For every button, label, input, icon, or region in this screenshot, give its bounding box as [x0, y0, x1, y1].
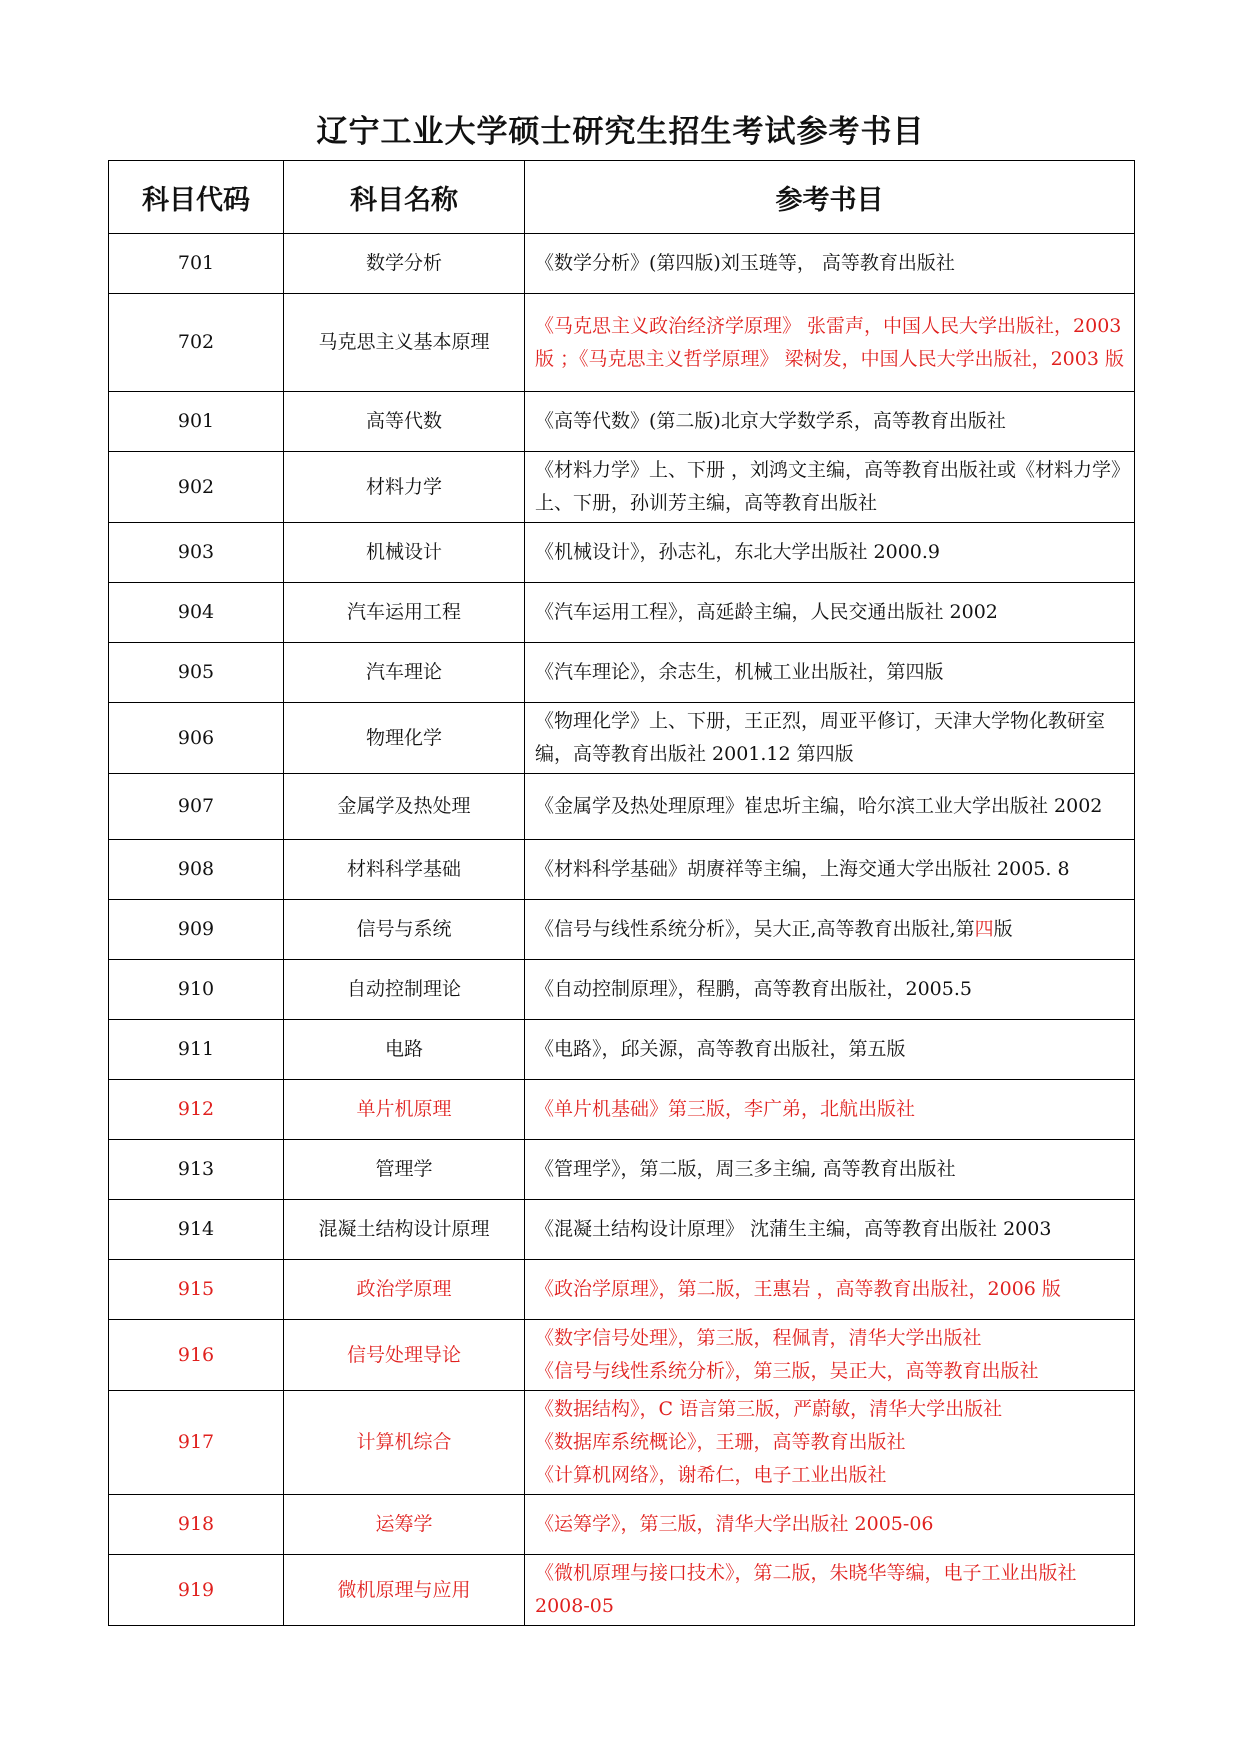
table-row — [109, 523, 1135, 583]
subject-code: 918 — [109, 1495, 284, 1555]
table-row — [109, 1495, 1135, 1555]
reference-books — [525, 900, 1135, 960]
subject-code: 916 — [109, 1320, 284, 1391]
table-row — [109, 643, 1135, 703]
reference-books: 《机械设计》，孙志礼，东北大学出版社 2000.9 — [525, 523, 1135, 583]
table-row — [109, 1391, 1135, 1495]
subject-name: 单片机原理 — [284, 1080, 525, 1140]
table-row — [109, 1260, 1135, 1320]
reference-books: 《高等代数》(第二版)北京大学数学系，高等教育出版社 — [525, 392, 1135, 452]
table-row — [109, 392, 1135, 452]
subject-name: 高等代数 — [284, 392, 525, 452]
subject-code: 701 — [109, 234, 284, 294]
subject-code: 914 — [109, 1200, 284, 1260]
page-title: 辽宁工业大学硕士研究生招生考试参考书目 — [316, 114, 925, 150]
subject-code: 903 — [109, 523, 284, 583]
subject-code: 907 — [109, 774, 284, 840]
subject-name: 物理化学 — [284, 703, 525, 774]
reference-books: 《汽车运用工程》，高延龄主编，人民交通出版社 2002 — [525, 583, 1135, 643]
subject-name: 管理学 — [284, 1140, 525, 1200]
reference-books: 《运筹学》，第三版，清华大学出版社 2005-06 — [525, 1495, 1135, 1555]
subject-name: 信号与系统 — [284, 900, 525, 960]
table-row — [109, 960, 1135, 1020]
subject-code: 912 — [109, 1080, 284, 1140]
subject-name: 政治学原理 — [284, 1260, 525, 1320]
reference-books: 《自动控制原理》，程鹏，高等教育出版社，2005.5 — [525, 960, 1135, 1020]
reference-books: 《混凝土结构设计原理》 沈蒲生主编，高等教育出版社 2003 — [525, 1200, 1135, 1260]
subject-code: 906 — [109, 703, 284, 774]
table-row — [109, 294, 1135, 392]
table-row — [109, 583, 1135, 643]
header-code: 科目代码 — [109, 161, 284, 234]
subject-code: 901 — [109, 392, 284, 452]
table-row — [109, 452, 1135, 523]
subject-code: 915 — [109, 1260, 284, 1320]
subject-name: 马克思主义基本原理 — [284, 294, 525, 392]
reference-books: 《数字信号处理》，第三版，程佩青，清华大学出版社 《信号与线性系统分析》，第三版，吴正大，高等教育出版社 — [525, 1320, 1135, 1391]
subject-name: 机械设计 — [284, 523, 525, 583]
reference-books: 《物理化学》上、下册，王正烈，周亚平修订，天津大学物化教研室编，高等教育出版社 2001.12 第四版 — [525, 703, 1135, 774]
reference-books: 《政治学原理》，第二版，王惠岩 ，高等教育出版社，2006 版 — [525, 1260, 1135, 1320]
subject-code: 911 — [109, 1020, 284, 1080]
table-row — [109, 1200, 1135, 1260]
subject-name: 计算机综合 — [284, 1391, 525, 1495]
table-row — [109, 1080, 1135, 1140]
table-row — [109, 900, 1135, 960]
subject-name: 材料力学 — [284, 452, 525, 523]
subject-name: 电路 — [284, 1020, 525, 1080]
subject-code: 902 — [109, 452, 284, 523]
subject-name: 信号处理导论 — [284, 1320, 525, 1391]
subject-code: 909 — [109, 900, 284, 960]
subject-name: 汽车理论 — [284, 643, 525, 703]
reference-book-table — [108, 160, 1135, 1626]
reference-books: 《材料科学基础》胡赓祥等主编，上海交通大学出版社 2005. 8 — [525, 840, 1135, 900]
reference-books: 《微机原理与接口技术》，第二版，朱晓华等编，电子工业出版社 2008-05 — [525, 1555, 1135, 1626]
reference-books: 《汽车理论》，余志生，机械工业出版社，第四版 — [525, 643, 1135, 703]
table-row — [109, 840, 1135, 900]
subject-name: 运筹学 — [284, 1495, 525, 1555]
subject-name: 材料科学基础 — [284, 840, 525, 900]
reference-books: 《电路》，邱关源，高等教育出版社，第五版 — [525, 1020, 1135, 1080]
reference-books: 《管理学》，第二版，周三多主编, 高等教育出版社 — [525, 1140, 1135, 1200]
subject-name: 金属学及热处理 — [284, 774, 525, 840]
reference-books: 《材料力学》上、下册 ，刘鸿文主编，高等教育出版社或《材料力学》上、下册，孙训芳主编，高等教育出版社 — [525, 452, 1135, 523]
table-row — [109, 1140, 1135, 1200]
subject-code: 919 — [109, 1555, 284, 1626]
reference-books: 《金属学及热处理原理》崔忠圻主编，哈尔滨工业大学出版社 2002 — [525, 774, 1135, 840]
subject-code: 910 — [109, 960, 284, 1020]
subject-code: 905 — [109, 643, 284, 703]
table-row — [109, 1555, 1135, 1626]
table-row — [109, 774, 1135, 840]
reference-books: 《单片机基础》第三版，李广弟，北航出版社 — [525, 1080, 1135, 1140]
reference-books-text: 版 — [993, 918, 1013, 940]
subject-name: 数学分析 — [284, 234, 525, 294]
reference-books: 《马克思主义政治经济学原理》 张雷声，中国人民大学出版社，2003 版 ；《马克思主义哲学原理》 梁树发，中国人民大学出版社，2003 版 — [525, 294, 1135, 392]
highlighted-edition: 四 — [974, 918, 994, 940]
table-row — [109, 234, 1135, 294]
subject-name: 自动控制理论 — [284, 960, 525, 1020]
reference-books-text: 《信号与线性系统分析》，吴大正,高等教育出版社,第 — [535, 918, 975, 940]
subject-code: 702 — [109, 294, 284, 392]
reference-books: 《数据结构》，C 语言第三版，严蔚敏，清华大学出版社 《数据库系统概论》，王珊，高等教育出版社 《计算机网络》，谢希仁，电子工业出版社 — [525, 1391, 1135, 1495]
table-row — [109, 1320, 1135, 1391]
subject-name: 汽车运用工程 — [284, 583, 525, 643]
subject-code: 917 — [109, 1391, 284, 1495]
reference-books: 《数学分析》(第四版)刘玉琏等， 高等教育出版社 — [525, 234, 1135, 294]
subject-code: 913 — [109, 1140, 284, 1200]
subject-name: 微机原理与应用 — [284, 1555, 525, 1626]
subject-code: 904 — [109, 583, 284, 643]
subject-name: 混凝土结构设计原理 — [284, 1200, 525, 1260]
table-row — [109, 703, 1135, 774]
header-books: 参考书目 — [525, 161, 1135, 234]
subject-code: 908 — [109, 840, 284, 900]
table-header-row — [109, 161, 1135, 234]
table-body — [109, 234, 1135, 1626]
table-row — [109, 1020, 1135, 1080]
header-name: 科目名称 — [284, 161, 525, 234]
